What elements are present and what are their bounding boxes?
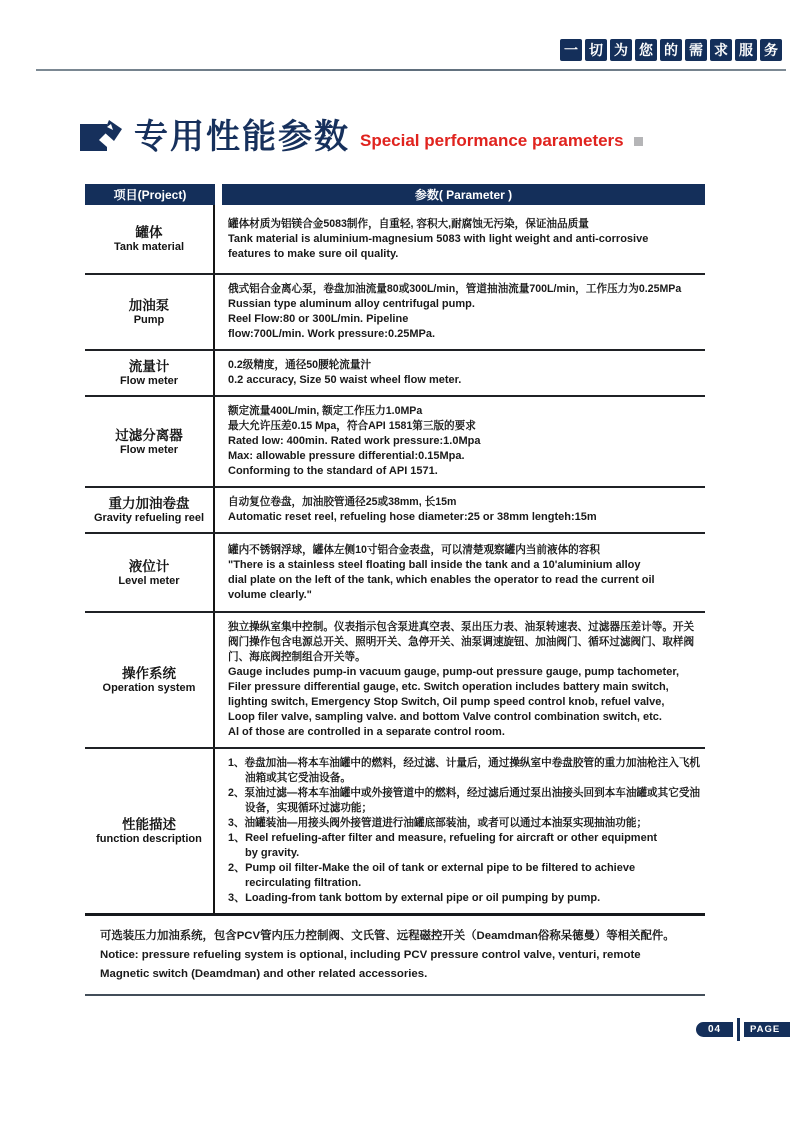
table-row <box>85 532 705 611</box>
footer-divider-bar <box>737 1018 740 1041</box>
slogan-char-box: 务 <box>760 39 782 61</box>
slogan-char-box: 为 <box>610 39 632 61</box>
text-line: 0.2 accuracy, Size 50 waist wheel flow meter. <box>228 374 462 386</box>
section-title <box>80 118 643 154</box>
row-label-cell <box>85 534 215 611</box>
row-parameter-cell <box>215 397 705 486</box>
slogan-char-box: 一 <box>560 39 582 61</box>
row-parameter-cell <box>215 749 705 913</box>
text-line: 罐体材质为铝镁合金5083制作，自重轻, 容积大,耐腐蚀无污染，保证油品质量 <box>228 217 589 230</box>
text-line: "There is a stainless steel floating ball inside the tank and a 10'aluminium alloy <box>228 558 641 571</box>
text-line: Tank material is aluminium-magnesium 5083 with light weight and anti-corrosive <box>228 232 649 245</box>
text-line: volume clearly." <box>228 588 312 601</box>
text-line: by gravity. <box>245 847 300 859</box>
slogan-char-box: 服 <box>735 39 757 61</box>
table-body <box>85 205 705 916</box>
row-label-en: Operation system <box>102 682 196 694</box>
header-divider-line <box>36 69 786 71</box>
text-line: Gauge includes pump-in vacuum gauge, pump-out pressure gauge, pump tachometer, <box>228 666 680 678</box>
text-line: features to make sure oil quality. <box>228 247 399 260</box>
text-line: 俄式铝合金离心泵，卷盘加油流量80或300L/min，管道抽油流量700L/min，工作压力为0.25MPa <box>228 283 682 295</box>
row-parameter-cell <box>215 534 705 611</box>
slogan-char-box: 的 <box>660 39 682 61</box>
table-row <box>85 273 705 349</box>
row-label-cell <box>85 749 215 913</box>
column-header-project: 项目(Project) <box>85 184 215 205</box>
page-label-badge: PAGE <box>744 1022 790 1037</box>
text-line: Loop filer valve, sampling valve. and bottom Valve control combination switch, etc. <box>228 711 662 723</box>
text-line: lighting switch, Emergency Stop Switch, Oil pump speed control knob, refuel valve, <box>228 696 665 708</box>
table-row <box>85 395 705 486</box>
text-line: 阀门操作包含电源总开关、照明开关、急停开关、油泵调速旋钮、加油阀门、循环过滤阀门、取样阀 <box>228 636 695 648</box>
text-line: Conforming to the standard of API 1571. <box>228 465 438 477</box>
row-label-en: Pump <box>133 314 165 326</box>
text-line: Notice: pressure refueling system is optional, including PCV pressure control valve, venturi, remote <box>100 949 641 961</box>
text-line: 设备，实现循环过滤功能； <box>245 802 373 814</box>
pen-flag-icon <box>80 118 124 152</box>
row-label-cell <box>85 275 215 349</box>
text-line: 1、卷盘加油—将本车油罐中的燃料，经过滤、计量后，通过操纵室中卷盘胶管的重力加油枪注入飞机 <box>228 757 701 769</box>
text-line: 0.2级精度，通径50腰轮流量汁 <box>228 359 372 371</box>
page-number-badge: 04 <box>696 1022 733 1037</box>
table-row <box>85 611 705 747</box>
table-row <box>85 747 705 913</box>
table-row <box>85 349 705 395</box>
row-parameter-cell <box>215 488 705 532</box>
row-label-en: Tank material <box>113 241 185 253</box>
row-label-cn: 加油泵 <box>128 298 170 313</box>
text-line: recirculating filtration. <box>245 877 362 889</box>
slogan-char-box: 您 <box>635 39 657 61</box>
row-parameter-cell <box>215 275 705 349</box>
row-label-cn: 罐体 <box>135 225 163 240</box>
title-decor-square-icon <box>634 137 643 146</box>
text-line: 3、Loading-from tank bottom by external pipe or oil pumping by pump. <box>228 892 601 904</box>
row-parameter-cell <box>215 613 705 747</box>
row-label-cell <box>85 351 215 395</box>
text-line: Al of those are controlled in a separate control room. <box>228 726 505 738</box>
row-label-en: Flow meter <box>119 375 179 387</box>
row-label-cell <box>85 613 215 747</box>
text-line: Filer pressure differential gauge, etc. Switch operation includes battery main switch, <box>228 681 669 693</box>
row-label-cn: 过滤分离器 <box>115 427 183 443</box>
text-line: 油箱或其它受油设备。 <box>245 772 351 784</box>
row-label-cell <box>85 205 215 273</box>
text-line: 1、Reel refueling-after filter and measure, refueling for aircraft or other equipment <box>228 832 658 844</box>
slogan-char-box: 需 <box>685 39 707 61</box>
text-line: Russian type aluminum alloy centrifugal pump. <box>228 298 475 310</box>
text-line: 额定流量400L/min, 额定工作压力1.0MPa <box>228 405 423 417</box>
text-line: 2、Pump oil filter-Make the oil of tank or external pipe to be filtered to achieve <box>228 862 636 874</box>
text-line: 2、泵油过滤—将本车油罐中或外接管道中的燃料，经过滤后通过泵出油接头回到本车油罐或其它受油 <box>228 787 701 799</box>
row-parameter-cell <box>215 351 705 395</box>
text-line: 罐内不锈钢浮球，罐体左侧10寸铝合金表盘，可以清楚观察罐内当前液体的容积 <box>228 543 600 556</box>
row-label-cn: 性能描述 <box>122 817 176 832</box>
text-line: 可选装压力加油系统，包含PCV管内压力控制阀、文氏管、远程磁控开关（Deamdman俗称呆德曼）等相关配件。 <box>100 930 675 942</box>
row-label-cell <box>85 397 215 486</box>
text-line: Magnetic switch (Deamdman) and other related accessories. <box>100 968 428 980</box>
page-footer <box>696 1017 790 1041</box>
row-label-cn: 液位计 <box>128 558 170 574</box>
table-row <box>85 486 705 532</box>
text-line: 门、海底阀控制组合开关等。 <box>228 651 366 663</box>
text-line: 自动复位卷盘，加油胶管通径25或38mm, 长15m <box>228 496 457 508</box>
optional-accessories-note <box>85 916 705 996</box>
row-label-cn: 操作系统 <box>122 666 176 681</box>
text-line: flow:700L/min. Work pressure:0.25MPa. <box>228 328 436 340</box>
slogan-char-box: 切 <box>585 39 607 61</box>
text-line: Automatic reset reel, refueling hose diameter:25 or 38mm lengteh:15m <box>228 511 597 523</box>
row-label-en: Flow meter <box>119 443 179 456</box>
text-line: 最大允许压差0.15 Mpa，符合API 1581第三版的要求 <box>228 420 476 432</box>
row-label-cn: 流量计 <box>128 359 170 374</box>
row-parameter-cell <box>215 205 705 273</box>
text-line: 3、油罐装油—用接头阀外接管道进行油罐底部装油，或者可以通过本油泵实现抽油功能； <box>228 817 648 829</box>
text-line: 独立操纵室集中控制。仪表指示包含泵进真空表、泵出压力表、油泵转速表、过滤器压差计等。开关 <box>228 621 695 633</box>
row-label-en: function description <box>96 833 202 845</box>
spec-table <box>85 184 705 996</box>
column-header-parameter: 参数( Parameter ) <box>222 184 705 205</box>
page-title-cn: 专用性能参数 <box>134 118 350 156</box>
row-label-cn: 重力加油卷盘 <box>108 496 190 511</box>
row-label-en: Gravity refueling reel <box>93 512 205 524</box>
text-line: dial plate on the left of the tank, which enables the operator to read the current oil <box>228 573 655 586</box>
table-header-row <box>85 184 705 205</box>
row-label-cell <box>85 488 215 532</box>
slogan-char-box: 求 <box>710 39 732 61</box>
row-label-en: Level meter <box>118 574 180 587</box>
table-row <box>85 205 705 273</box>
text-line: Reel Flow:80 or 300L/min. Pipeline <box>228 313 409 325</box>
text-line: Rated low: 400min. Rated work pressure:1.0Mpa <box>228 435 481 447</box>
text-line: Max: allowable pressure differential:0.15Mpa. <box>228 450 465 462</box>
page-title-en: Special performance parameters <box>360 131 624 150</box>
slogan-banner <box>560 39 782 61</box>
